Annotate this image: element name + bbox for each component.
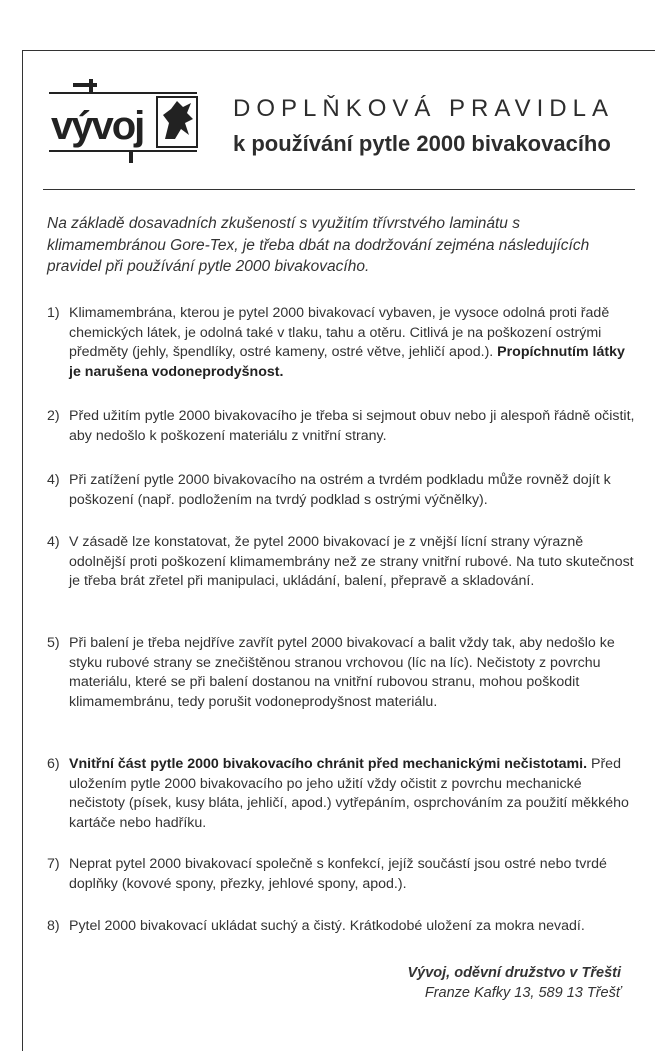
rule-text: Při zatížení pytle 2000 bivakovacího na ostrém a tvrdém podkladu může rovněž dojít k poškození (např. podložením na tvrdý podklad s ostrými výčnělky). <box>69 472 611 508</box>
rule-number: 4) <box>47 472 60 488</box>
company-logo <box>47 79 201 163</box>
rule-number: 8) <box>47 918 60 934</box>
rule-text: Před uložením pytle 2000 bivakovacího po jeho užití vždy očistit z povrchu mechanické nečistoty (písek, kusy bláta, jehličí, apod.) vytřepáním, osprchováním za použití měkkého kartáče nebo hadříku. <box>69 756 629 831</box>
document-subtitle: k používání pytle 2000 bivakovacího <box>233 131 611 156</box>
rule-text: Před užitím pytle 2000 bivakovacího je třeba si sejmout obuv nebo ji alespoň řádně očistit, aby nedošlo k poškození materiálu z vnitřní strany. <box>69 408 635 444</box>
rule-item <box>47 407 639 446</box>
rule-item <box>47 917 639 937</box>
rule-item <box>47 755 639 833</box>
rule-text: Neprat pytel 2000 bivakovací společně s konfekcí, jejíž součástí jsou ostré nebo tvrdé doplňky (kovové spony, přezky, jehlové spony, apod.). <box>69 856 607 892</box>
rule-number: 4) <box>47 534 60 550</box>
rule-text: V zásadě lze konstatovat, že pytel 2000 bivakovací je z vnější lícní strany výrazně odolnější proti poškození klimamembrány než ze strany vnitřní rubové. Na tuto skutečnost je třeba brát zřetel při manipulaci, ukládání, balení, přepravě a skladování. <box>69 534 634 589</box>
publisher-footer <box>407 963 621 1003</box>
rule-item <box>47 304 639 382</box>
publisher-address: Franze Kafky 13, 589 13 Třešť <box>424 985 621 1001</box>
rule-text: Klimamembrána, kterou je pytel 2000 bivakovací vybaven, je vysoce odolná proti řadě chemických látek, je odolná také v tlaku, tahu a otěru. Citlivá je na poškození ostrými předměty (jehly, špendlíky, ostré kameny, ostré větve, jehličí apod.). <box>69 305 610 360</box>
rule-number: 2) <box>47 408 60 424</box>
rule-number: 7) <box>47 856 60 872</box>
intro-paragraph: Na základě dosavadních zkušeností s využitím třívrstvého laminátu s klimamembránou Gore-Tex, je třeba dbát na dodržování zejména následujících pravidel při používání pytle 2000 bivakovacího. <box>47 215 590 275</box>
rule-item <box>47 855 639 894</box>
publisher-name: Vývoj, oděvní družstvo v Třešti <box>407 965 621 981</box>
rule-item <box>47 533 639 592</box>
rule-text: Pytel 2000 bivakovací ukládat suchý a čistý. Krátkodobé uložení za mokra nevadí. <box>69 918 585 934</box>
header-divider <box>43 189 635 190</box>
rule-emphasis: Propíchnutím látky je narušena vodoneprodyšnost. <box>69 344 625 380</box>
rule-item <box>47 471 639 510</box>
rule-item <box>47 634 639 712</box>
rule-number: 6) <box>47 756 60 772</box>
rule-emphasis: Vnitřní část pytle 2000 bivakovacího chránit před mechanickými nečistotami. <box>69 756 588 772</box>
rule-text: Při balení je třeba nejdříve zavřít pytel 2000 bivakovací a balit vždy tak, aby nedošlo ke styku rubové strany se znečištěnou stranou vrchovou (líc na líc). Nečistoty z povrchu materiálu, které se při balení dostanou na vnitřní rubovou stranu, mohou poškodit klimamembránu, tedy porušit vodoneprodyšnost materiálu. <box>69 635 615 710</box>
rule-number: 1) <box>47 305 60 321</box>
lion-emblem-icon <box>47 79 201 163</box>
logo-wordmark: vývoj <box>51 104 144 148</box>
rule-number: 5) <box>47 635 60 651</box>
document-page <box>22 50 655 1051</box>
document-title: DOPLŇKOVÁ PRAVIDLA <box>233 95 614 122</box>
